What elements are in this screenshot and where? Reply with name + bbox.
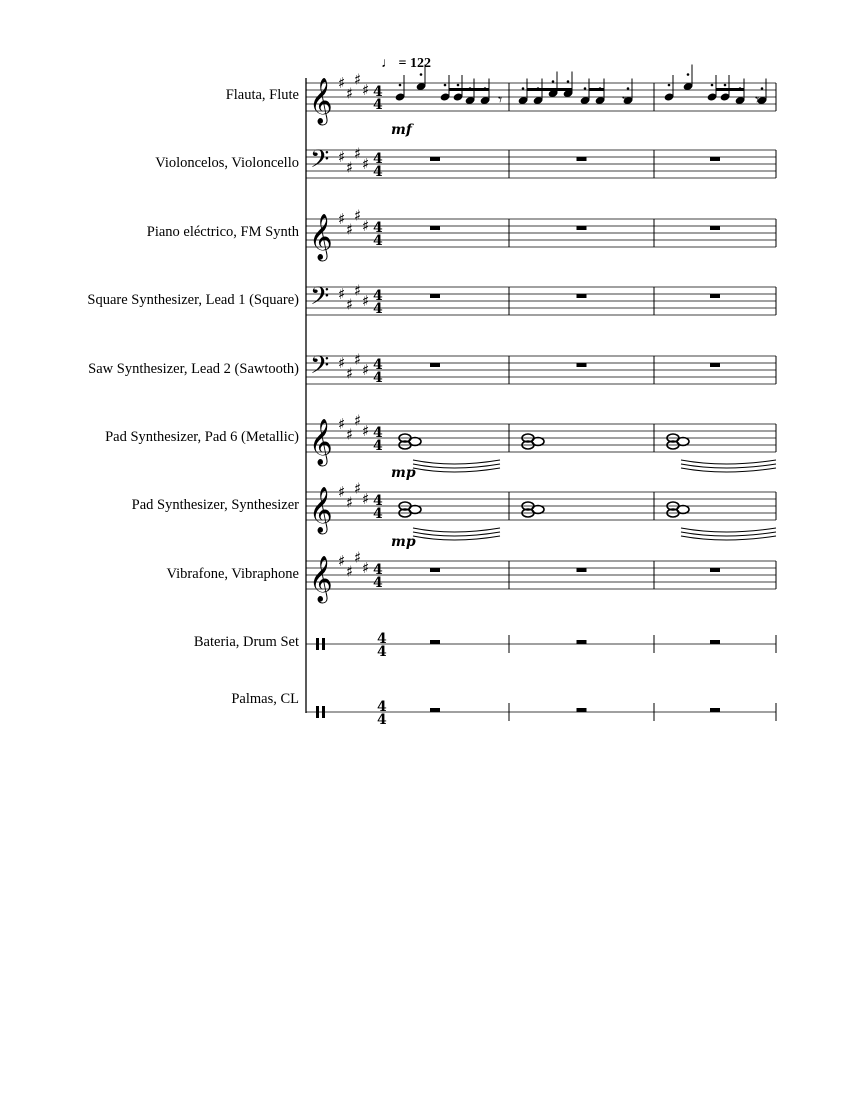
whole-rest (577, 568, 587, 572)
sharp-icon: ♯ (362, 422, 370, 440)
staff-0 (306, 65, 776, 127)
whole-rest (430, 294, 440, 298)
eighth-rest: 𝄾 (755, 90, 760, 109)
staff-label-palmas: Palmas, CL (231, 691, 299, 707)
time-signature-top: 4 (377, 631, 387, 647)
sharp-icon: ♯ (338, 285, 346, 303)
staff-8 (306, 631, 776, 660)
whole-rest (430, 363, 440, 367)
tie (681, 460, 776, 464)
staff-label-vibraphone: Vibrafone, Vibraphone (166, 566, 299, 582)
time-signature-top: 4 (373, 288, 383, 304)
sharp-icon: ♯ (362, 292, 370, 310)
whole-rest (710, 157, 720, 161)
whole-rest (430, 568, 440, 572)
time-signature-top: 4 (373, 493, 383, 509)
time-signature-top: 4 (373, 220, 383, 236)
staff-label-pad-synth: Pad Synthesizer, Synthesizer (131, 497, 299, 513)
sharp-icon: ♯ (346, 562, 354, 581)
whole-rest (430, 708, 440, 712)
sharp-icon: ♯ (346, 220, 354, 239)
bass-clef-icon: 𝄢 (310, 145, 330, 180)
sharp-icon: ♯ (338, 552, 346, 570)
beam (716, 88, 744, 91)
staccato-dot (687, 73, 690, 76)
whole-rest (710, 640, 720, 644)
sharp-icon: ♯ (346, 158, 354, 177)
time-signature-top: 4 (373, 562, 383, 578)
eighth-rest: 𝄾 (498, 90, 503, 109)
time-signature-bottom: 4 (373, 438, 383, 454)
sharp-icon: ♯ (362, 155, 370, 173)
staccato-dot (627, 87, 630, 90)
sharp-icon: ♯ (346, 364, 354, 383)
sharp-icon: ♯ (354, 144, 362, 163)
bass-clef-icon: 𝄢 (310, 351, 330, 386)
tie (681, 468, 776, 472)
time-signature-bottom: 4 (373, 301, 383, 317)
whole-rest (710, 568, 720, 572)
staccato-dot (584, 87, 587, 90)
sharp-icon: ♯ (362, 217, 370, 235)
tie (413, 464, 500, 468)
staccato-dot (457, 84, 460, 87)
dynamic-pad-metallic: mp (391, 465, 416, 481)
staff-label-cello: Violoncelos, Violoncello (155, 155, 299, 171)
time-signature-bottom: 4 (377, 712, 387, 728)
sharp-icon: ♯ (354, 411, 362, 430)
tie (413, 532, 500, 536)
percussion-clef-icon (316, 706, 319, 718)
time-signature-bottom: 4 (373, 575, 383, 591)
time-signature-top: 4 (377, 699, 387, 715)
sharp-icon: ♯ (338, 415, 346, 433)
staccato-dot (552, 80, 555, 83)
time-signature-top: 4 (373, 357, 383, 373)
time-signature-top: 4 (373, 84, 383, 100)
staff-label-drum-set: Bateria, Drum Set (193, 634, 299, 650)
tie (681, 532, 776, 536)
dynamic-pad-synth: mp (391, 534, 416, 550)
tie (413, 468, 500, 472)
eighth-rest: 𝄾 (622, 90, 627, 109)
sharp-icon: ♯ (346, 425, 354, 444)
percussion-clef-icon (316, 638, 319, 650)
staff-1 (306, 145, 776, 181)
sharp-icon: ♯ (362, 559, 370, 577)
staccato-dot (522, 87, 525, 90)
time-signature-top: 4 (373, 151, 383, 167)
sharp-icon: ♯ (362, 490, 370, 508)
tie (681, 536, 776, 540)
staccato-dot (399, 84, 402, 87)
staff-label-fm-synth: Piano eléctrico, FM Synth (146, 224, 299, 240)
staccato-dot (668, 84, 671, 87)
staff-label-flute: Flauta, Flute (225, 87, 299, 103)
time-signature-bottom: 4 (377, 644, 387, 660)
whole-rest (430, 226, 440, 230)
staff-6 (306, 480, 776, 541)
whole-rest (710, 226, 720, 230)
whole-rest (577, 640, 587, 644)
whole-rest (577, 294, 587, 298)
whole-rest (577, 708, 587, 712)
staff-4 (306, 351, 776, 387)
sharp-icon: ♯ (354, 281, 362, 300)
staccato-dot (761, 87, 764, 90)
sharp-icon: ♯ (362, 81, 370, 99)
staccato-dot (711, 84, 714, 87)
beam (589, 88, 604, 91)
time-signature-bottom: 4 (373, 97, 383, 113)
sharp-icon: ♯ (346, 295, 354, 314)
sharp-icon: ♯ (338, 74, 346, 92)
whole-rest (710, 708, 720, 712)
tie (413, 528, 500, 532)
time-signature-top: 4 (373, 425, 383, 441)
beam (449, 88, 489, 91)
tie (413, 536, 500, 540)
staccato-dot (567, 80, 570, 83)
tempo-marking: ♩ = 122 (381, 56, 431, 71)
sharp-icon: ♯ (354, 350, 362, 369)
staff-5 (306, 412, 776, 473)
staccato-dot (724, 84, 727, 87)
treble-clef-icon: 𝄞 (309, 78, 333, 124)
staff-label-saw-synth: Saw Synthesizer, Lead 2 (Sawtooth) (88, 361, 299, 377)
staff-2 (306, 207, 776, 263)
sharp-icon: ♯ (338, 354, 346, 372)
tie (413, 460, 500, 464)
staff-3 (306, 282, 776, 318)
whole-rest (430, 157, 440, 161)
staccato-dot (420, 73, 423, 76)
sharp-icon: ♯ (338, 210, 346, 228)
whole-rest (710, 294, 720, 298)
staff-label-pad-metallic: Pad Synthesizer, Pad 6 (Metallic) (105, 429, 299, 445)
tie (681, 464, 776, 468)
treble-clef-icon: 𝄞 (309, 556, 333, 602)
staff-label-square-synth: Square Synthesizer, Lead 1 (Square) (87, 292, 299, 308)
whole-rest (577, 363, 587, 367)
dynamic-flute: mf (391, 122, 412, 138)
whole-rest (430, 640, 440, 644)
sharp-icon: ♯ (346, 84, 354, 103)
treble-clef-icon: 𝄞 (309, 419, 333, 465)
bass-clef-icon: 𝄢 (310, 282, 330, 317)
sharp-icon: ♯ (354, 548, 362, 567)
tie (681, 528, 776, 532)
time-signature-bottom: 4 (373, 233, 383, 249)
whole-rest (710, 363, 720, 367)
time-signature-bottom: 4 (373, 370, 383, 386)
staccato-dot (444, 84, 447, 87)
sharp-icon: ♯ (346, 493, 354, 512)
whole-rest (577, 226, 587, 230)
time-signature-bottom: 4 (373, 164, 383, 180)
staff-9 (306, 699, 776, 728)
sharp-icon: ♯ (354, 206, 362, 225)
whole-rest (577, 157, 587, 161)
staff-7 (306, 549, 776, 605)
treble-clef-icon: 𝄞 (309, 487, 333, 533)
sharp-icon: ♯ (338, 483, 346, 501)
treble-clef-icon: 𝄞 (309, 214, 333, 260)
sharp-icon: ♯ (354, 479, 362, 498)
beam (527, 88, 572, 91)
sharp-icon: ♯ (362, 361, 370, 379)
time-signature-bottom: 4 (373, 506, 383, 522)
sharp-icon: ♯ (354, 70, 362, 89)
sharp-icon: ♯ (338, 148, 346, 166)
